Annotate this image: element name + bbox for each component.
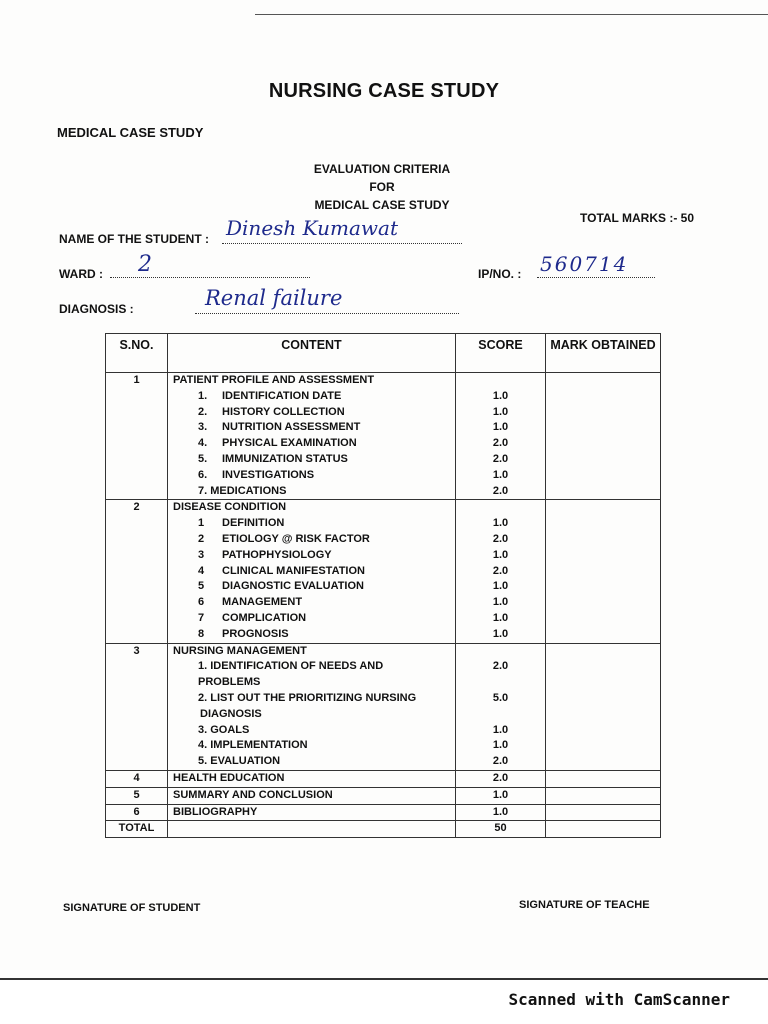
item-mark-blank	[546, 452, 660, 468]
item-mark-blank	[546, 659, 660, 675]
item-mark-blank	[546, 723, 660, 739]
item-text: PATIENT PROFILE AND ASSESSMENT	[173, 374, 375, 386]
item-mark-blank	[546, 532, 660, 548]
item-number: 4	[198, 564, 205, 577]
table-row	[106, 787, 661, 804]
item-score: 2.0	[492, 484, 509, 497]
item-mark-blank	[546, 771, 660, 787]
row-serial-number	[106, 804, 168, 821]
row-score	[456, 770, 546, 787]
content-line	[168, 389, 455, 405]
header-mark-obtained: MARK OBTAINED	[546, 334, 661, 373]
item-score: 2.0	[492, 437, 509, 450]
item-text: NURSING MANAGEMENT	[173, 644, 307, 657]
item-text: BIBLIOGRAPHY	[173, 805, 258, 818]
total-mark-blank	[546, 821, 660, 837]
total-label: TOTAL	[118, 822, 155, 835]
item-text: HEALTH EDUCATION	[173, 771, 285, 784]
item-mark-blank	[546, 373, 660, 389]
item-score	[456, 500, 545, 516]
row-serial-number	[106, 643, 168, 770]
header-sno: S.NO.	[106, 334, 168, 373]
student-name-label: NAME OF THE STUDENT :	[59, 232, 209, 246]
item-text: 7. MEDICATIONS	[198, 484, 287, 497]
item-score: 1.0	[492, 517, 509, 530]
item-text: INVESTIGATIONS	[222, 468, 315, 481]
item-mark-blank	[546, 500, 660, 516]
row-serial-number	[106, 373, 168, 500]
item-text: 4. IMPLEMENTATION	[198, 739, 308, 752]
item-number: 3	[198, 548, 205, 561]
table-total-row	[106, 821, 661, 838]
item-text: 1. IDENTIFICATION OF NEEDS AND	[198, 660, 384, 673]
item-mark-blank	[546, 754, 660, 770]
criteria-line: FOR	[369, 180, 395, 194]
item-score: 5.0	[492, 691, 509, 704]
item-score	[456, 675, 545, 691]
item-number: 2.	[198, 405, 208, 418]
diagnosis-label: DIAGNOSIS :	[59, 302, 134, 316]
item-score: 1.0	[492, 627, 509, 640]
ward-value: 2	[138, 252, 152, 277]
content-line	[168, 627, 455, 643]
row-score	[456, 643, 546, 770]
item-mark-blank	[546, 738, 660, 754]
ip-number-label: IP/NO. :	[478, 267, 522, 281]
item-number: 5.	[198, 452, 208, 465]
item-mark-blank	[546, 548, 660, 564]
table-header-row	[106, 334, 661, 373]
item-score	[456, 644, 545, 660]
item-text: PROBLEMS	[198, 676, 261, 689]
row-score	[456, 804, 546, 821]
item-mark-blank	[546, 788, 660, 804]
ip-number-line	[537, 277, 655, 278]
row-mark-obtained	[546, 804, 661, 821]
item-number: 3.	[198, 421, 208, 434]
content-line	[168, 468, 455, 484]
row-content	[168, 373, 456, 500]
item-text: PROGNOSIS	[222, 627, 289, 640]
content-line	[168, 579, 455, 595]
ward-line	[110, 277, 310, 278]
item-number: 4.	[198, 437, 208, 450]
item-score: 1.0	[492, 389, 509, 402]
student-signature-label: SIGNATURE OF STUDENT	[63, 902, 201, 914]
serial-number: 5	[133, 788, 140, 801]
item-score: 1.0	[492, 421, 509, 434]
row-serial-number	[106, 787, 168, 804]
content-line	[168, 484, 455, 500]
content-line	[168, 436, 455, 452]
content-line	[168, 373, 455, 389]
content-line	[168, 644, 455, 660]
table-row	[106, 770, 661, 787]
total-mark-cell	[546, 821, 661, 838]
item-text: SUMMARY AND CONCLUSION	[173, 788, 333, 801]
item-mark-blank	[546, 405, 660, 421]
item-text: 2. LIST OUT THE PRIORITIZING NURSING	[198, 691, 417, 704]
content-line	[168, 611, 455, 627]
content-line	[168, 805, 455, 821]
row-mark-obtained	[546, 770, 661, 787]
content-line	[168, 659, 455, 675]
item-score	[456, 373, 545, 389]
content-line	[168, 754, 455, 770]
header-content: CONTENT	[168, 334, 456, 373]
content-line	[168, 707, 455, 723]
row-mark-obtained	[546, 500, 661, 643]
item-text: CLINICAL MANIFESTATION	[222, 564, 365, 577]
item-text: 3. GOALS	[198, 723, 250, 736]
item-text: 5. EVALUATION	[198, 755, 281, 768]
item-score: 2.0	[492, 564, 509, 577]
item-score: 1.0	[492, 580, 509, 593]
total-score-cell	[456, 821, 546, 838]
item-mark-blank	[546, 436, 660, 452]
criteria-line: MEDICAL CASE STUDY	[314, 198, 450, 212]
table-body	[106, 373, 661, 838]
row-score	[456, 500, 546, 643]
header-score: SCORE	[456, 334, 546, 373]
content-line	[168, 723, 455, 739]
row-mark-obtained	[546, 643, 661, 770]
table-row	[106, 643, 661, 770]
item-score: 1.0	[492, 405, 509, 418]
row-serial-number	[106, 500, 168, 643]
teacher-signature-label: SIGNATURE OF TEACHE	[519, 899, 650, 911]
content-line	[168, 532, 455, 548]
item-number: 1	[198, 517, 205, 530]
item-text: DIAGNOSIS	[200, 707, 262, 720]
item-text: DIAGNOSTIC EVALUATION	[222, 580, 364, 593]
item-text: NUTRITION ASSESSMENT	[222, 421, 361, 434]
row-mark-obtained	[546, 787, 661, 804]
item-number: 1.	[198, 389, 208, 402]
camscanner-watermark: Scanned with CamScanner	[508, 990, 730, 1009]
item-score: 1.0	[492, 723, 509, 736]
row-content	[168, 787, 456, 804]
serial-number: 2	[133, 501, 140, 514]
content-line	[168, 500, 455, 516]
item-score: 1.0	[492, 788, 509, 801]
item-score: 2.0	[492, 532, 509, 545]
item-score	[456, 707, 545, 723]
ip-number-value: 560714	[540, 252, 629, 276]
item-score: 2.0	[492, 452, 509, 465]
row-score	[456, 373, 546, 500]
item-mark-blank	[546, 675, 660, 691]
item-score: 1.0	[492, 596, 509, 609]
content-line	[168, 788, 455, 804]
content-line	[168, 420, 455, 436]
item-score: 2.0	[492, 660, 509, 673]
row-content	[168, 500, 456, 643]
row-serial-number	[106, 770, 168, 787]
item-number: 8	[198, 627, 205, 640]
total-content-cell	[168, 821, 456, 838]
item-mark-blank	[546, 707, 660, 723]
item-mark-blank	[546, 468, 660, 484]
item-mark-blank	[546, 579, 660, 595]
item-mark-blank	[546, 564, 660, 580]
item-score: 2.0	[492, 755, 509, 768]
item-text: ETIOLOGY @ RISK FACTOR	[222, 532, 370, 545]
content-line	[168, 595, 455, 611]
page-title: NURSING CASE STUDY	[268, 80, 500, 102]
item-number: 6	[198, 596, 205, 609]
item-number: 7	[198, 611, 205, 624]
content-line	[168, 548, 455, 564]
item-mark-blank	[546, 805, 660, 821]
item-mark-blank	[546, 516, 660, 532]
item-mark-blank	[546, 389, 660, 405]
total-score: 50	[494, 822, 507, 835]
row-content	[168, 770, 456, 787]
serial-number: 1	[133, 374, 140, 386]
item-text: IDENTIFICATION DATE	[222, 389, 342, 402]
criteria-line: EVALUATION CRITERIA	[313, 162, 451, 176]
item-number: 5	[198, 580, 205, 593]
evaluation-table	[105, 333, 661, 838]
total-blank	[168, 821, 455, 837]
table-row	[106, 500, 661, 643]
row-content	[168, 643, 456, 770]
content-line	[168, 738, 455, 754]
content-line	[168, 452, 455, 468]
item-mark-blank	[546, 611, 660, 627]
item-text: COMPLICATION	[222, 611, 307, 624]
row-content	[168, 804, 456, 821]
item-text: DEFINITION	[222, 517, 285, 530]
item-score: 1.0	[492, 805, 509, 818]
content-line	[168, 564, 455, 580]
item-mark-blank	[546, 627, 660, 643]
case-study-type: MEDICAL CASE STUDY	[57, 125, 204, 140]
content-line	[168, 675, 455, 691]
table-row	[106, 804, 661, 821]
row-mark-obtained	[546, 373, 661, 500]
item-text: MANAGEMENT	[222, 596, 303, 609]
item-score: 1.0	[492, 468, 509, 481]
item-score: 1.0	[492, 548, 509, 561]
serial-number: 6	[133, 805, 140, 818]
item-mark-blank	[546, 484, 660, 500]
item-text: IMMUNIZATION STATUS	[222, 452, 348, 465]
page-bottom-edge	[0, 978, 768, 980]
item-mark-blank	[546, 644, 660, 660]
item-mark-blank	[546, 420, 660, 436]
item-text: PATHOPHYSIOLOGY	[222, 548, 332, 561]
content-line	[168, 691, 455, 707]
total-marks: TOTAL MARKS :- 50	[580, 211, 695, 225]
item-number: 6.	[198, 468, 208, 481]
content-line	[168, 771, 455, 787]
table-row	[106, 373, 661, 500]
diagnosis-line	[195, 313, 459, 314]
evaluation-criteria-heading	[282, 160, 482, 214]
item-mark-blank	[546, 691, 660, 707]
top-rule	[255, 14, 768, 15]
total-label-cell	[106, 821, 168, 838]
ward-label: WARD :	[59, 267, 103, 281]
item-text: PHYSICAL EXAMINATION	[222, 437, 357, 450]
item-number: 2	[198, 532, 205, 545]
serial-number: 4	[133, 771, 140, 784]
diagnosis-value: Renal failure	[205, 286, 343, 310]
item-mark-blank	[546, 595, 660, 611]
item-score: 2.0	[492, 771, 509, 784]
content-line	[168, 405, 455, 421]
serial-number: 3	[133, 644, 140, 657]
student-name-value: Dinesh Kumawat	[226, 216, 399, 240]
student-name-line	[222, 243, 462, 244]
item-text: HISTORY COLLECTION	[222, 405, 345, 418]
item-text: DISEASE CONDITION	[173, 501, 287, 514]
content-line	[168, 516, 455, 532]
item-score: 1.0	[492, 611, 509, 624]
item-score: 1.0	[492, 739, 509, 752]
row-score	[456, 787, 546, 804]
